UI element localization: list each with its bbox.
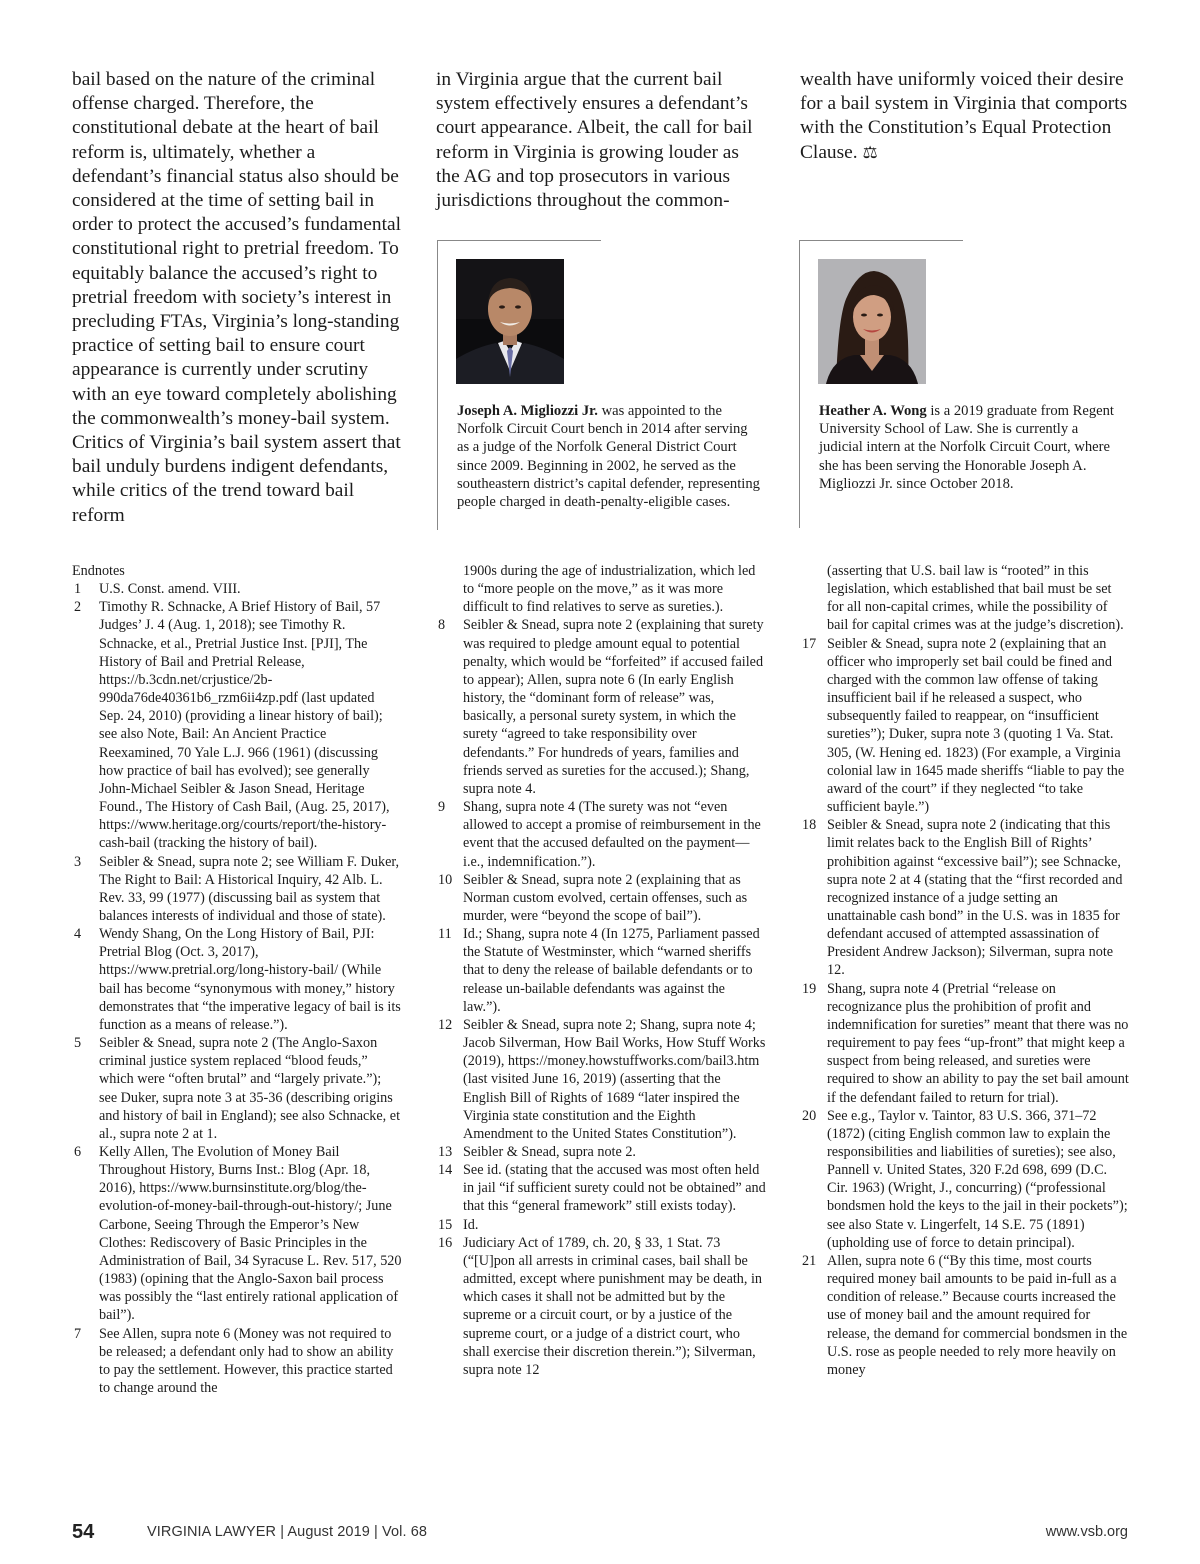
endnote: [800, 980, 1130, 1107]
endnote: [436, 1016, 766, 1143]
scales-icon: ⚖: [862, 142, 878, 162]
endnote-text: Seibler & Snead, supra note 2.: [463, 1144, 636, 1160]
endnote-text: Allen, supra note 6 (“By this time, most courts required money bail amounts to be paid in-full as a condition of release.” Because courts increased the use of money bail and the amount required for release, the demand for commercial bondsmen in the U.S. rose as people needed to rely more heavily on money: [827, 1252, 1128, 1378]
endnote-text: See Allen, supra note 6 (Money was not required to be released; a defendant only had to show an ability to pay the settlement. However, this practice started to change around the: [99, 1325, 394, 1397]
endnotes-column-2: [436, 562, 766, 1379]
author-description: is a 2019 graduate from Regent University School of Law. She is currently a judicial intern at the Norfolk Circuit Court, where she has been serving the Honorable Joseph A. Migliozzi Jr. since October 2018.: [819, 403, 1114, 492]
endnote: [800, 635, 1130, 817]
article-column-2: [436, 68, 766, 213]
magazine-info: VIRGINIA LAWYER | August 2019 | Vol. 68: [147, 1524, 428, 1540]
endnote: [436, 616, 766, 798]
endnote: [436, 798, 766, 871]
article-column-3: [800, 68, 1130, 165]
endnote-text: Seibler & Snead, supra note 2; Shang, supra note 4; Jacob Silverman, How Bail Works, How Stuff Works (2019), https://money.howstuffworks.com/bail3.htm (last visited June 16, 2019) (asserting that the English Bill of Rights of 1689 “later inspired the Virginia state constitution and the Eighth Amendment to the United States Constitution”).: [463, 1016, 766, 1142]
endnote-text: Seibler & Snead, supra note 2 (The Anglo-Saxon criminal justice system replaced “blood feuds,” which were “often brutal” and “largely private.”); see Duker, supra note 3 at 35-36 (describing origins and history of bail in England); see also Schnacke, et al., supra note 2 at 1.: [99, 1035, 401, 1142]
endnote-number: 19: [802, 980, 817, 997]
endnote: [436, 925, 766, 1016]
endnote: [800, 816, 1130, 979]
article-text: wealth have uniformly voiced their desire for a bail system in Virginia that comports with the Constitution’s Equal Protection Clause. ⚖: [800, 69, 1128, 163]
endnote-number: 17: [802, 635, 817, 652]
article-text: in Virginia argue that the current bail system effectively ensures a defendant’s court appearance. Albeit, the call for bail reform in Virginia is growing louder as the AG and top prosecutors in various jurisdictions throughout the common-: [436, 69, 753, 212]
endnote: [72, 1325, 402, 1398]
endnote-number: 3: [74, 853, 82, 870]
author-name: Heather A. Wong: [819, 403, 927, 419]
endnote-text: Seibler & Snead, supra note 2; see William F. Duker, The Right to Bail: A Historical Inquiry, 42 Alb. L. Rev. 33, 99 (1977) (discussing bail as system that balances interests of individual and those of state).: [99, 853, 400, 924]
endnote-number: 14: [438, 1162, 453, 1179]
endnotes-column-3: [800, 562, 1130, 1379]
endnote-text: Seibler & Snead, supra note 2 (explaining that surety was required to pledge amount equal to potential penalty, which would be “forfeited” if accused failed to appear); Allen, supra note 6 (In early English history, the “dominant form of release” was, basically, a personal surety system, in which the surety “agreed to take responsibility over defendants.” For hundreds of years, families and friends served as sureties for the accused.); Shang, supra note 4.: [463, 617, 764, 797]
endnote-text: Seibler & Snead, supra note 2 (explaining that as Norman custom evolved, certain offenses, such as murder, were “beyond the scope of bail”).: [463, 871, 748, 924]
endnote-number: 1: [74, 581, 82, 598]
endnote-text: Seibler & Snead, supra note 2 (explaining that an officer who improperly set bail could be fined and charged with the common law offense of taking insufficient bail if he released a suspect, who subsequently failed to reappear, on “insufficient sureties”); Duker, supra note 3 (quoting 1 Va. Stat. 305, (W. Hening ed. 1823) (For example, a Virginia colonial law in 1645 made sheriffs “liable to pay the award of the court” if they neglected “to take sufficient bayle.”): [827, 635, 1125, 816]
endnote-number: 18: [802, 817, 817, 834]
endnote-number: 4: [74, 926, 82, 943]
endnote: [72, 1034, 402, 1143]
endnote-text: Judiciary Act of 1789, ch. 20, § 33, 1 Stat. 73 (“[U]pon all arrests in criminal cases, bail shall be admitted, except where punishment may be death, in which cases it shall not be admitted but by the supreme or a circuit court, or by a justice of the supreme court, or a judge of a district court, who shall exercise their discretion therein.”); Silverman, supra note 12: [463, 1234, 763, 1378]
endnote: [436, 871, 766, 925]
endnote-text: See e.g., Taylor v. Taintor, 83 U.S. 366, 371–72 (1872) (citing English common law to explain the responsibilities and liabilities of sureties); see also, Pannell v. United States, 320 F.2d 698, 699 (D.C. Cir. 1963) (Wright, J., concurring) (“professional bondsmen hold the keys to the jail in their pockets”); see also State v. Lingerfelt, 14 S.E. 75 (1891) (upholding use of force to detain principal).: [827, 1107, 1128, 1251]
article-column-1: [72, 68, 402, 528]
endnote-number: 2: [74, 599, 82, 616]
author-bio-migliozzi: [437, 240, 766, 530]
endnote: [436, 1161, 766, 1215]
endnote-text: Timothy R. Schnacke, A Brief History of Bail, 57 Judges’ J. 4 (Aug. 1, 2018); see Timothy R. Schnacke, et al., Pretrial Justice Inst. [PJI], The History of Bail and Pretrial Release, https://b.3cdn.net/crjustice/2b-990da76de40361b6_rzm6ii4zp.pdf (last updated Sep. 24, 2010) (providing a linear history of bail); see also Note, Bail: An Ancient Practice Reexamined, 70 Yale L.J. 966 (1961) (discussing how practice of bail has evolved); see generally John-Michael Seibler & Jason Snead, Heritage Found., The History of Cash Bail, (Aug. 25, 2017), https://www.heritage.org/courts/report/the-history-cash-bail (tracking the history of bail).: [99, 599, 390, 852]
endnote: [72, 853, 402, 926]
endnote-number: 12: [438, 1016, 453, 1033]
endnote-text: Seibler & Snead, supra note 2 (indicating that this limit relates back to the English Bill of Rights’ prohibition against “excessive bail”); see Schnacke, supra note 2 at 4 (stating that the “first recorded and recognized instance of a judge setting an unattainable cash bond” in the U.S. was in 1835 for defendant accused of attempted assassination of President Andrew Jackson); Silverman, supra note 12.: [827, 817, 1123, 979]
endnote-text: Wendy Shang, On the Long History of Bail, PJI: Pretrial Blog (Oct. 3, 2017), https://www.pretrial.org/long-history-bail/ (While bail has become “synonymous with money,” history demonstrates that “the imperative legacy of bail is its function as a means of release.”).: [99, 926, 401, 1033]
endnote-text: Shang, supra note 4 (The surety was not “even allowed to accept a promise of reimbursement in the event that the accused defaulted on the payment—i.e., indemnification.”).: [463, 799, 761, 870]
author-description: was appointed to the Norfolk Circuit Court bench in 2014 after serving as a judge of the Norfolk General District Court since 2009. Beginning in 2002, he served as the southeastern district’s capital defender, representing people charged in death-penalty-eligible cases.: [457, 403, 760, 511]
endnote: [800, 1252, 1130, 1379]
endnotes-title: Endnotes: [72, 563, 125, 579]
endnote-number: 16: [438, 1234, 453, 1251]
endnote-number: 11: [438, 926, 452, 943]
endnote-number: 7: [74, 1325, 82, 1342]
author-photo-migliozzi: [456, 259, 564, 384]
endnote-number: 15: [438, 1216, 453, 1233]
website-link[interactable]: www.vsb.org: [1045, 1524, 1128, 1540]
endnote-continuation: (asserting that U.S. bail law is “rooted” in this legislation, which established that bail must be set for all non-capital crimes, while the possibility of bail for capital crimes was at the judge’s discretion).: [827, 563, 1124, 634]
endnote-number: 6: [74, 1144, 82, 1160]
endnote-text: Kelly Allen, The Evolution of Money Bail Throughout History, Burns Inst.: Blog (Apr. 18, 2016), https://www.burnsinstitute.org/blog/the-evolution-of-money-bail-through-out-history/; June Carbone, Seeing Through the Emperor’s New Clothes: Rediscovery of Basic Principles in the Administration of Bail, 34 Syracuse L. Rev. 517, 520 (1983) (opining that the Anglo-Saxon bail process was possibly the “last entirely rational application of bail”).: [99, 1144, 402, 1324]
author-bio-wong: [799, 240, 1128, 528]
endnote: [72, 580, 402, 598]
endnote-continuation: 1900s during the age of industrialization, which led to “more people on the move,” as it was more difficult to find relatives to serve as sureties.).: [463, 563, 756, 616]
endnote-number: 9: [438, 799, 446, 816]
endnote-number: 8: [438, 617, 446, 634]
endnote-text: Shang, supra note 4 (Pretrial “release on recognizance plus the prohibition of profit and indemnification for sureties” meant that there was no requirement to pay fees “up-front” that might keep a suspect from being released, and sureties were required to show an ability to pay the set bail amount if the defendant failed to return for trial).: [827, 980, 1129, 1106]
endnote: [72, 925, 402, 1034]
endnote: [436, 1234, 766, 1379]
page-number: 54: [72, 1521, 95, 1543]
endnote-text: U.S. Const. amend. VIII.: [99, 581, 241, 598]
article-text: bail based on the nature of the criminal offense charged. Therefore, the constitutional debate at the heart of bail reform is, ultimately, whether a defendant’s financial status also should be considered at the time of setting bail in order to protect the accused’s fundamental constitutional right to pretrial freedom. To equitably balance the accused’s right to pretrial freedom with society’s interest in precluding FTAs, Virginia’s long-standing practice of setting bail to ensure court appearance is currently under scrutiny with an eye toward completely abolishing the commonwealth’s money-bail system. Critics of Virginia’s bail system assert that bail unduly burdens indigent defendants, while critics of the trend toward bail reform: [72, 69, 401, 526]
author-photo-wong: [818, 259, 926, 384]
endnote: [800, 1107, 1130, 1252]
endnote-text: See id. (stating that the accused was most often held in jail “if sufficient surety could not be obtained” and that this “general framework” still exists today).: [463, 1162, 766, 1215]
endnote-number: 20: [802, 1107, 817, 1124]
endnote-text: Id.; Shang, supra note 4 (In 1275, Parliament passed the Statute of Westminster, which “warned sheriffs that to deny the release of bailable defendants or to release un-bailable defendants was against the law.”).: [463, 926, 760, 1015]
page-footer: [72, 1521, 1128, 1545]
endnotes-column-1: [72, 562, 402, 1397]
endnote-text: Id.: [463, 1216, 479, 1233]
endnote-number: 13: [438, 1144, 453, 1160]
endnote: [436, 1216, 766, 1234]
endnote-number: 10: [438, 871, 453, 888]
endnote-number: 21: [802, 1252, 817, 1269]
endnote: [72, 598, 402, 852]
author-name: Joseph A. Migliozzi Jr.: [457, 403, 598, 419]
endnote: [72, 1143, 402, 1325]
endnote-number: 5: [74, 1035, 82, 1052]
endnote: [436, 1143, 766, 1161]
